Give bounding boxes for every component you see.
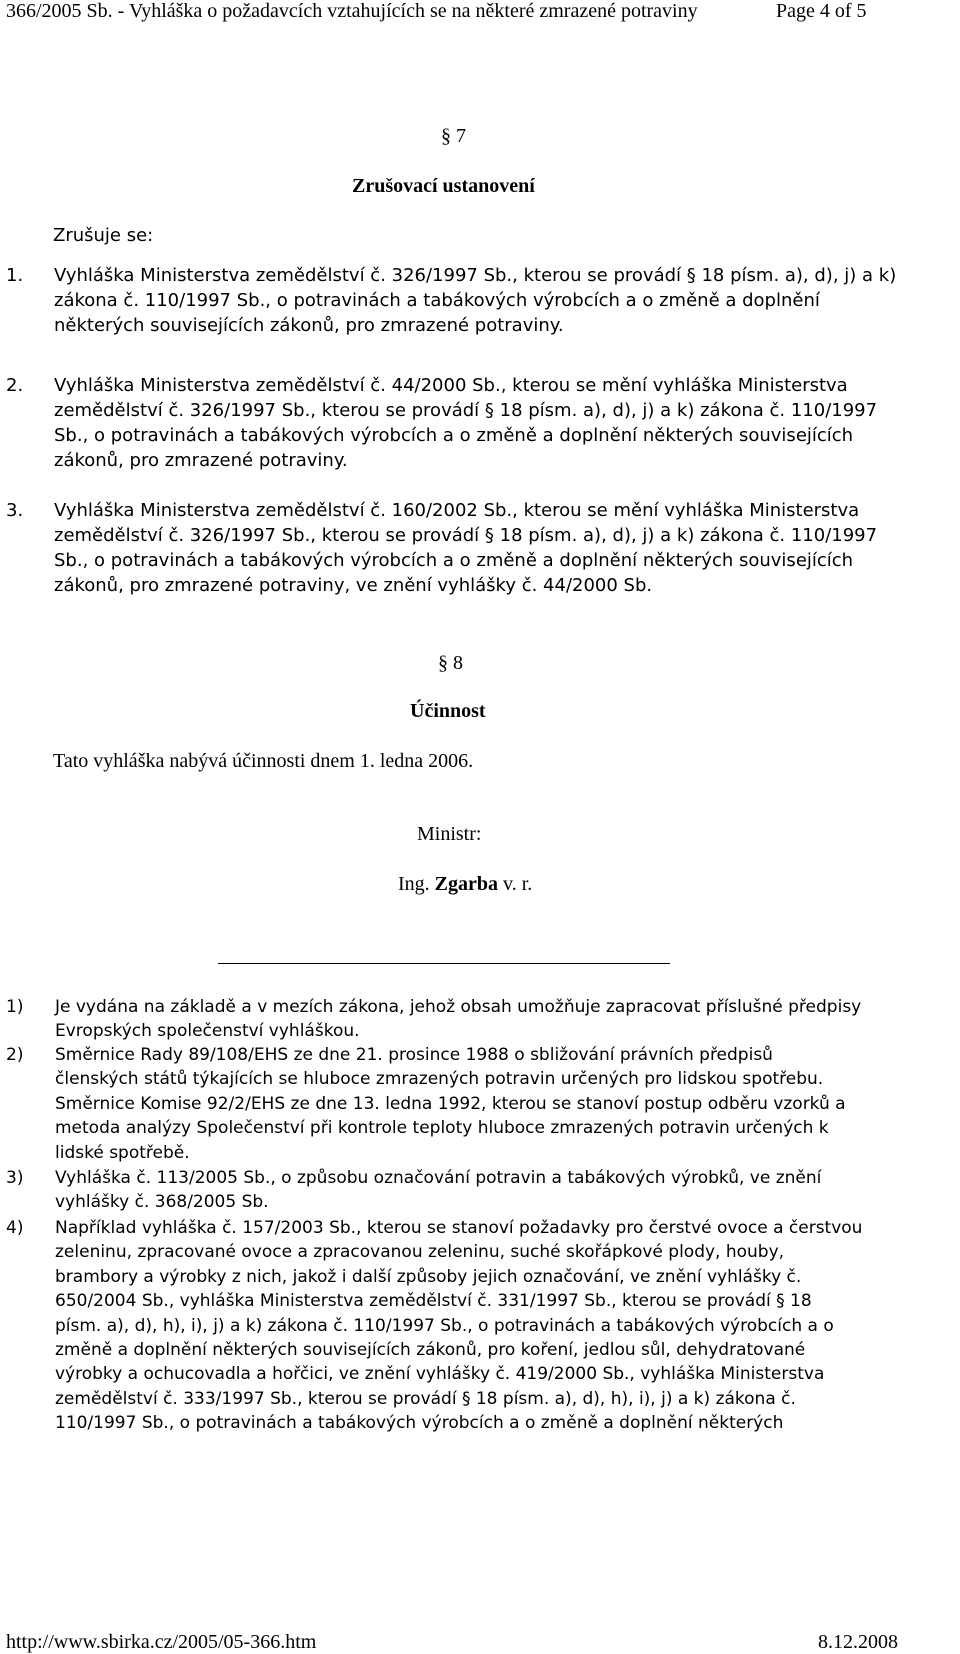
section-8-number: § 8	[438, 652, 463, 674]
footnote-line: Je vydána na základě a v mezích zákona, jehož obsah umožňuje zapracovat příslušné předpisy	[55, 997, 862, 1017]
repeal-item-number: 3.	[6, 500, 24, 521]
repeal-item-line: Sb., o potravinách a tabákových výrobcích a o změně a doplnění některých souvisejících	[54, 550, 854, 571]
footer-url[interactable]: http://www.sbirka.cz/2005/05-366.htm	[6, 1631, 317, 1653]
page-indicator: Page 4 of 5	[776, 0, 867, 22]
signature	[398, 873, 532, 896]
footnote-line: zemědělství č. 333/1997 Sb., kterou se provádí § 18 písm. a), d), h), i), j) a k) zákona č.	[55, 1389, 796, 1409]
footnote-line: písm. a), d), h), i), j) a k) zákona č. 110/1997 Sb., o potravinách a tabákových výrobcích a o	[55, 1316, 834, 1336]
footnote-number: 3)	[6, 1168, 24, 1188]
repeal-item-line: Sb., o potravinách a tabákových výrobcích a o změně a doplnění některých souvisejících	[54, 425, 854, 446]
footnote-line: zeleninu, zpracované ovoce a zpracovanou zeleninu, suché skořápkové plody, houby,	[55, 1242, 785, 1262]
effectiveness-text: Tato vyhláška nabývá účinnosti dnem 1. ledna 2006.	[53, 750, 474, 772]
footnote-line: Směrnice Komise 92/2/EHS ze dne 13. ledna 1992, kterou se stanoví postup odběru vzorků a	[55, 1094, 846, 1114]
signature-prefix: Ing.	[398, 873, 435, 895]
footnote-line: výrobky a ochucovadla a hořčici, ve znění vyhlášky č. 419/2000 Sb., vyhláška Ministerstva	[55, 1364, 825, 1384]
footnote-line: brambory a výrobky z nich, jakož i další způsoby jejich označování, ve znění vyhlášky č.	[55, 1267, 802, 1287]
minister-label: Ministr:	[417, 823, 482, 845]
repeal-item-line: zákonů, pro zmrazené potraviny, ve znění vyhlášky č. 44/2000 Sb.	[54, 575, 653, 596]
repeal-item-line: zákonů, pro zmrazené potraviny.	[54, 450, 348, 471]
document-header-title: 366/2005 Sb. - Vyhláška o požadavcích vztahujících se na některé zmrazené potraviny	[6, 0, 698, 22]
repeal-item-line: některých souvisejících zákonů, pro zmrazené potraviny.	[54, 315, 564, 336]
section-7-heading: Zrušovací ustanovení	[352, 175, 535, 197]
footnote-line: změně a doplnění některých souvisejících zákonů, pro koření, jedlou sůl, dehydratované	[55, 1340, 806, 1360]
repeal-item-line: zemědělství č. 326/1997 Sb., kterou se provádí § 18 písm. a), d), j) a k) zákona č. 110/1997	[54, 400, 878, 421]
section-7-number: § 7	[441, 125, 466, 147]
footnote-number: 2)	[6, 1045, 24, 1065]
signature-suffix: v. r.	[498, 873, 533, 895]
footnote-line: Směrnice Rady 89/108/EHS ze dne 21. prosince 1988 o sbližování právních předpisů	[55, 1045, 773, 1065]
signature-name: Zgarba	[434, 873, 499, 895]
repeal-item-line: Vyhláška Ministerstva zemědělství č. 44/2000 Sb., kterou se mění vyhláška Ministerstva	[54, 375, 848, 396]
repeal-item-number: 2.	[6, 375, 24, 396]
footnote-line: vyhlášky č. 368/2005 Sb.	[55, 1192, 269, 1212]
section-8-heading: Účinnost	[410, 700, 486, 722]
section-7-intro: Zrušuje se:	[53, 225, 154, 246]
footnote-line: lidské spotřebě.	[55, 1143, 190, 1163]
footnote-line: Například vyhláška č. 157/2003 Sb., kterou se stanoví požadavky pro čerstvé ovoce a čerstvou	[55, 1218, 863, 1238]
footnote-separator	[218, 963, 670, 964]
repeal-item-line: Vyhláška Ministerstva zemědělství č. 326/1997 Sb., kterou se provádí § 18 písm. a), d), j) a k)	[54, 265, 897, 286]
footnote-number: 4)	[6, 1218, 24, 1238]
footnote-line: Evropských společenství vyhláškou.	[55, 1021, 360, 1041]
footnote-line: metoda analýzy Společenství při kontrole teploty hluboce zmrazených potravin určených k	[55, 1118, 829, 1138]
footnote-line: 650/2004 Sb., vyhláška Ministerstva zemědělství č. 331/1997 Sb., kterou se provádí § 18	[55, 1291, 812, 1311]
footnote-line: 110/1997 Sb., o potravinách a tabákových výrobcích a o změně a doplnění některých	[55, 1413, 784, 1433]
footer-date: 8.12.2008	[818, 1631, 898, 1653]
repeal-item-line: Vyhláška Ministerstva zemědělství č. 160/2002 Sb., kterou se mění vyhláška Ministerstva	[54, 500, 860, 521]
footnote-line: Vyhláška č. 113/2005 Sb., o způsobu označování potravin a tabákových výrobků, ve znění	[55, 1168, 822, 1188]
repeal-item-number: 1.	[6, 265, 24, 286]
repeal-item-line: zemědělství č. 326/1997 Sb., kterou se provádí § 18 písm. a), d), j) a k) zákona č. 110/1997	[54, 525, 878, 546]
footnote-line: členských států týkajících se hluboce zmrazených potravin určených pro lidskou spotřebu.	[55, 1069, 824, 1089]
footnote-number: 1)	[6, 997, 24, 1017]
repeal-item-line: zákona č. 110/1997 Sb., o potravinách a tabákových výrobcích a o změně a doplnění	[54, 290, 820, 311]
